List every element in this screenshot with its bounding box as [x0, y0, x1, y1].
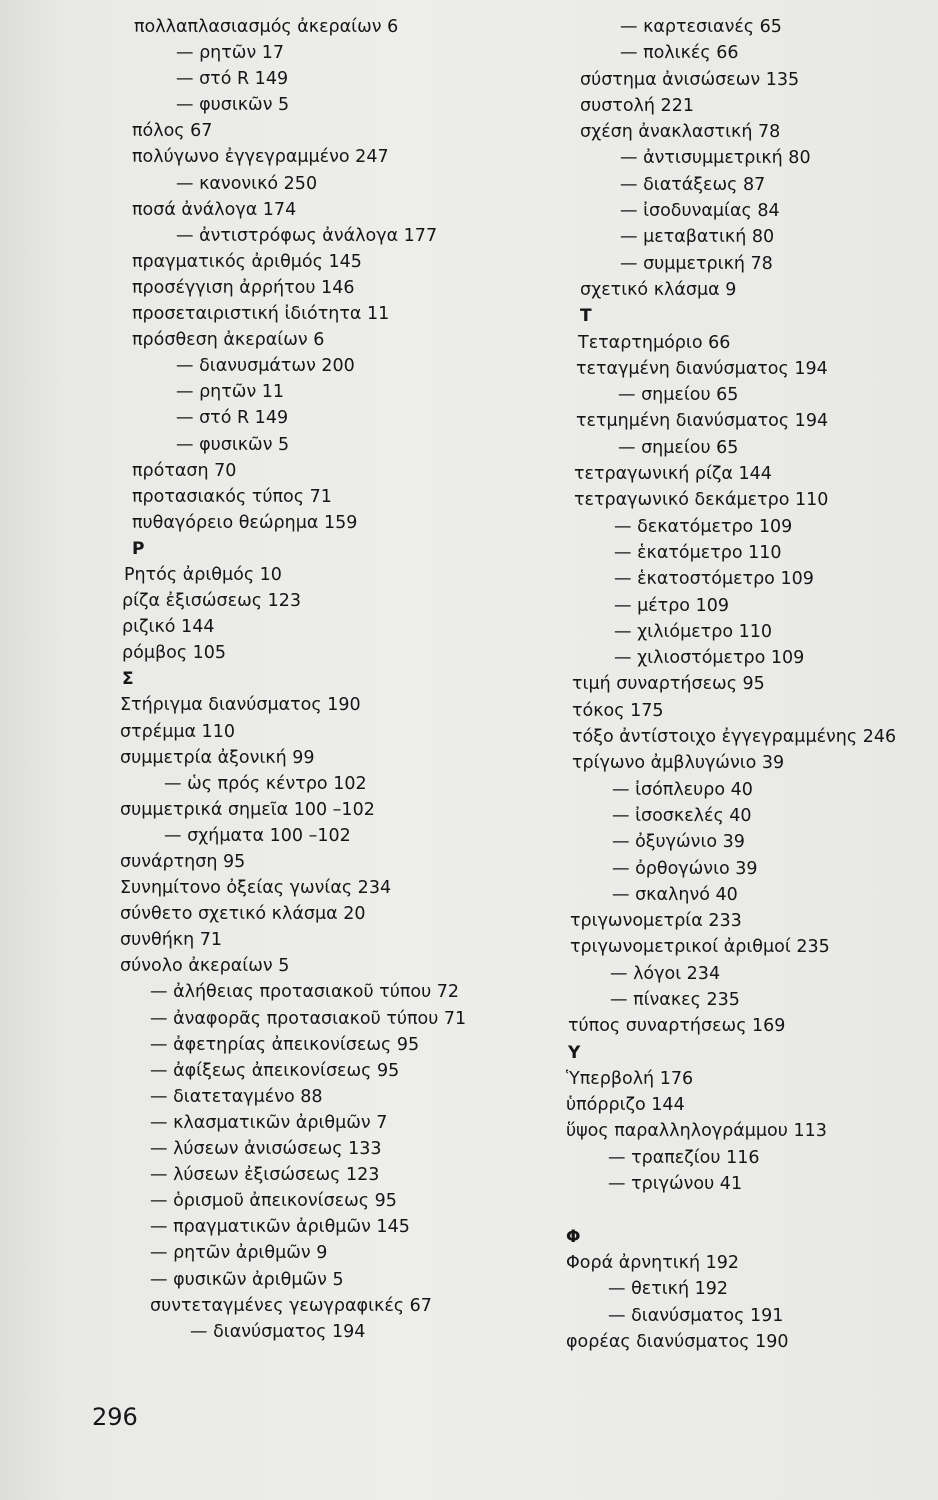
index-entry: — λύσεων ἐξισώσεως 123	[150, 1165, 380, 1186]
index-entry: — φυσικῶν 5	[176, 434, 290, 455]
index-entry: — δεκατόμετρο 109	[614, 516, 793, 537]
index-entry: — μέτρο 109	[614, 595, 729, 616]
index-entry: — διανυσμάτων 200	[176, 356, 355, 377]
index-section-letter: T	[580, 306, 592, 327]
index-entry: πολύγωνο ἐγγεγραμμένο 247	[132, 147, 389, 168]
index-entry: — κλασματικῶν ἀριθμῶν 7	[150, 1112, 388, 1133]
index-section-letter: Φ	[566, 1226, 581, 1247]
index-entry: ὕψος παραλληλογράμμου 113	[566, 1121, 827, 1142]
index-entry: Φορά ἀρνητική 192	[566, 1252, 740, 1273]
index-entry: — διατεταγμένο 88	[150, 1086, 323, 1107]
index-entry: — στό R 149	[176, 69, 289, 90]
index-entry: — σημείου 65	[618, 385, 739, 406]
index-entry: τύπος συναρτήσεως 169	[568, 1016, 786, 1037]
index-entry: — ἀλήθειας προτασιακοῦ τύπου 72	[150, 982, 460, 1003]
index-entry: — ἑκατόμετρο 110	[614, 542, 782, 563]
index-entry: — ὁρισμοῦ ἀπεικονίσεως 95	[150, 1191, 397, 1212]
index-entry: — λύσεων ἀνισώσεως 133	[150, 1139, 382, 1160]
index-entry: — φυσικῶν ἀριθμῶν 5	[150, 1269, 344, 1290]
index-entry: — κανονικό 250	[176, 173, 318, 194]
index-entry: Ὑπερβολή 176	[566, 1068, 694, 1089]
index-section-letter: Σ	[122, 669, 134, 690]
index-entry	[564, 1197, 934, 1223]
index-entry: φορέας διανύσματος 190	[566, 1331, 789, 1352]
index-entry: — πολικές 66	[620, 43, 739, 64]
index-entry: — ἀναφορᾶς προτασιακοῦ τύπου 71	[150, 1008, 467, 1029]
index-entry: — ἑκατοστόμετρο 109	[614, 569, 814, 590]
index-entry: — ἀντισυμμετρική 80	[620, 148, 811, 169]
index-entry: — ἰσόπλευρο 40	[612, 779, 753, 800]
index-entry: — ἀφετηρίας ἀπεικονίσεως 95	[150, 1034, 420, 1055]
index-entry: προτασιακός τύπος 71	[132, 486, 332, 507]
index-entry: τόξο ἀντίστοιχο ἐγγεγραμμένης 246	[572, 727, 897, 748]
index-entry: ρόμβος 105	[122, 643, 227, 664]
index-entry: προσέγγιση ἀρρήτου 146	[132, 277, 355, 298]
index-entry: — ἀφίξεως ἀπεικονίσεως 95	[150, 1060, 400, 1081]
index-entry: — ρητῶν 17	[176, 43, 285, 64]
index-entry: Συνημίτονο ὀξείας γωνίας 234	[120, 878, 392, 899]
index-entry: συνάρτηση 95	[120, 852, 246, 872]
index-entry: σύνολο ἀκεραίων 5	[120, 956, 290, 977]
index-entry: — στό R 149	[176, 408, 289, 429]
index-entry: τεταγμένη διανύσματος 194	[576, 358, 828, 379]
index-entry: συνθήκη 71	[120, 930, 223, 951]
index-entry: ποσά ἀνάλογα 174	[132, 199, 297, 220]
index-entry: — τριγώνου 41	[608, 1174, 743, 1195]
index-entry: — τραπεζίου 116	[608, 1147, 760, 1168]
index-entry: — ἰσοδυναμίας 84	[620, 201, 780, 222]
index-section-letter: Y	[568, 1042, 581, 1063]
index-entry: — σκαληνό 40	[612, 884, 738, 905]
index-entry: Ρητός ἀριθμός 10	[124, 564, 282, 585]
index-entry: συμμετρικά σημεῖα 100 –102	[120, 799, 375, 820]
index-entry: — πίνακες 235	[610, 989, 740, 1010]
index-entry: — ἀντιστρόφως ἀνάλογα 177	[176, 225, 438, 246]
index-entry: Τεταρτημόριο 66	[578, 332, 731, 353]
index-entry: — ὡς πρός κέντρο 102	[164, 773, 367, 794]
index-entry: σχετικό κλάσμα 9	[580, 279, 737, 300]
index-entry: — μεταβατική 80	[620, 227, 775, 248]
index-entry: — φυσικῶν 5	[176, 95, 290, 116]
index-entry: — ρητῶν ἀριθμῶν 9	[150, 1243, 328, 1264]
index-entry: — διανύσματος 194	[190, 1321, 366, 1342]
index-entry: συντεταγμένες γεωγραφικές 67	[150, 1295, 432, 1316]
index-column-right	[564, 14, 934, 1355]
index-section-letter: P	[132, 538, 145, 559]
index-entry: — χιλιόμετρο 110	[614, 621, 772, 642]
index-entry: συστολή 221	[580, 95, 694, 116]
index-entry: στρέμμα 110	[120, 721, 235, 742]
index-entry: — ρητῶν 11	[176, 382, 285, 403]
index-entry: τετραγωνική ρίζα 144	[574, 464, 772, 485]
index-entry: ριζικό 144	[122, 617, 215, 638]
index-entry: — διανύσματος 191	[608, 1305, 784, 1326]
index-entry: — λόγοι 234	[610, 963, 721, 984]
index-entry: τετμημένη διανύσματος 194	[576, 411, 829, 432]
index-entry: πρόσθεση ἀκεραίων 6	[132, 330, 325, 351]
index-entry: Στήριγμα διανύσματος 190	[120, 695, 361, 716]
index-entry: — χιλιοστόμετρο 109	[614, 648, 805, 669]
index-entry: τριγωνομετρία 233	[570, 911, 742, 932]
index-entry: συμμετρία ἀξονική 99	[120, 747, 315, 768]
index-entry: — θετική 192	[608, 1279, 729, 1300]
index-entry: τιμή συναρτήσεως 95	[572, 674, 765, 695]
index-entry: — συμμετρική 78	[620, 253, 773, 274]
index-entry: — πραγματικῶν ἀριθμῶν 145	[150, 1217, 410, 1238]
index-entry: πόλος 67	[132, 121, 213, 142]
index-column-left	[118, 14, 488, 1345]
index-entry: σύνθετο σχετικό κλάσμα 20	[120, 904, 366, 925]
index-entry: — ὀρθογώνιο 39	[612, 858, 758, 879]
index-entry: τόκος 175	[572, 700, 664, 721]
index-entry: προσεταιριστική ἰδιότητα 11	[132, 304, 390, 325]
page-number: 296	[92, 1403, 138, 1431]
index-entry: — διατάξεως 87	[620, 174, 766, 195]
index-entry: τετραγωνικό δεκάμετρο 110	[574, 490, 829, 511]
index-entry: τρίγωνο ἀμβλυγώνιο 39	[572, 753, 785, 774]
index-entry: — σχήματα 100 –102	[164, 825, 351, 846]
index-entry: — ὀξυγώνιο 39	[612, 832, 745, 853]
index-entry: σύστημα ἀνισώσεων 135	[580, 69, 800, 90]
index-entry: πυθαγόρειο θεώρημα 159	[132, 512, 358, 533]
index-entry: πραγματικός ἀριθμός 145	[132, 251, 362, 272]
index-entry: ρίζα ἐξισώσεως 123	[122, 591, 301, 612]
index-entry: — καρτεσιανές 65	[620, 17, 782, 37]
index-entry: ὑπόρριζο 144	[566, 1095, 685, 1116]
index-entry: — ἰσοσκελές 40	[612, 805, 752, 826]
index-entry: πολλαπλασιασμός ἀκεραίων 6	[134, 17, 399, 37]
index-entry: πρόταση 70	[132, 460, 237, 481]
index-entry: τριγωνομετρικοί ἀριθμοί 235	[570, 937, 830, 958]
index-entry: — σημείου 65	[618, 437, 739, 458]
index-entry: σχέση ἀνακλαστική 78	[580, 122, 781, 143]
